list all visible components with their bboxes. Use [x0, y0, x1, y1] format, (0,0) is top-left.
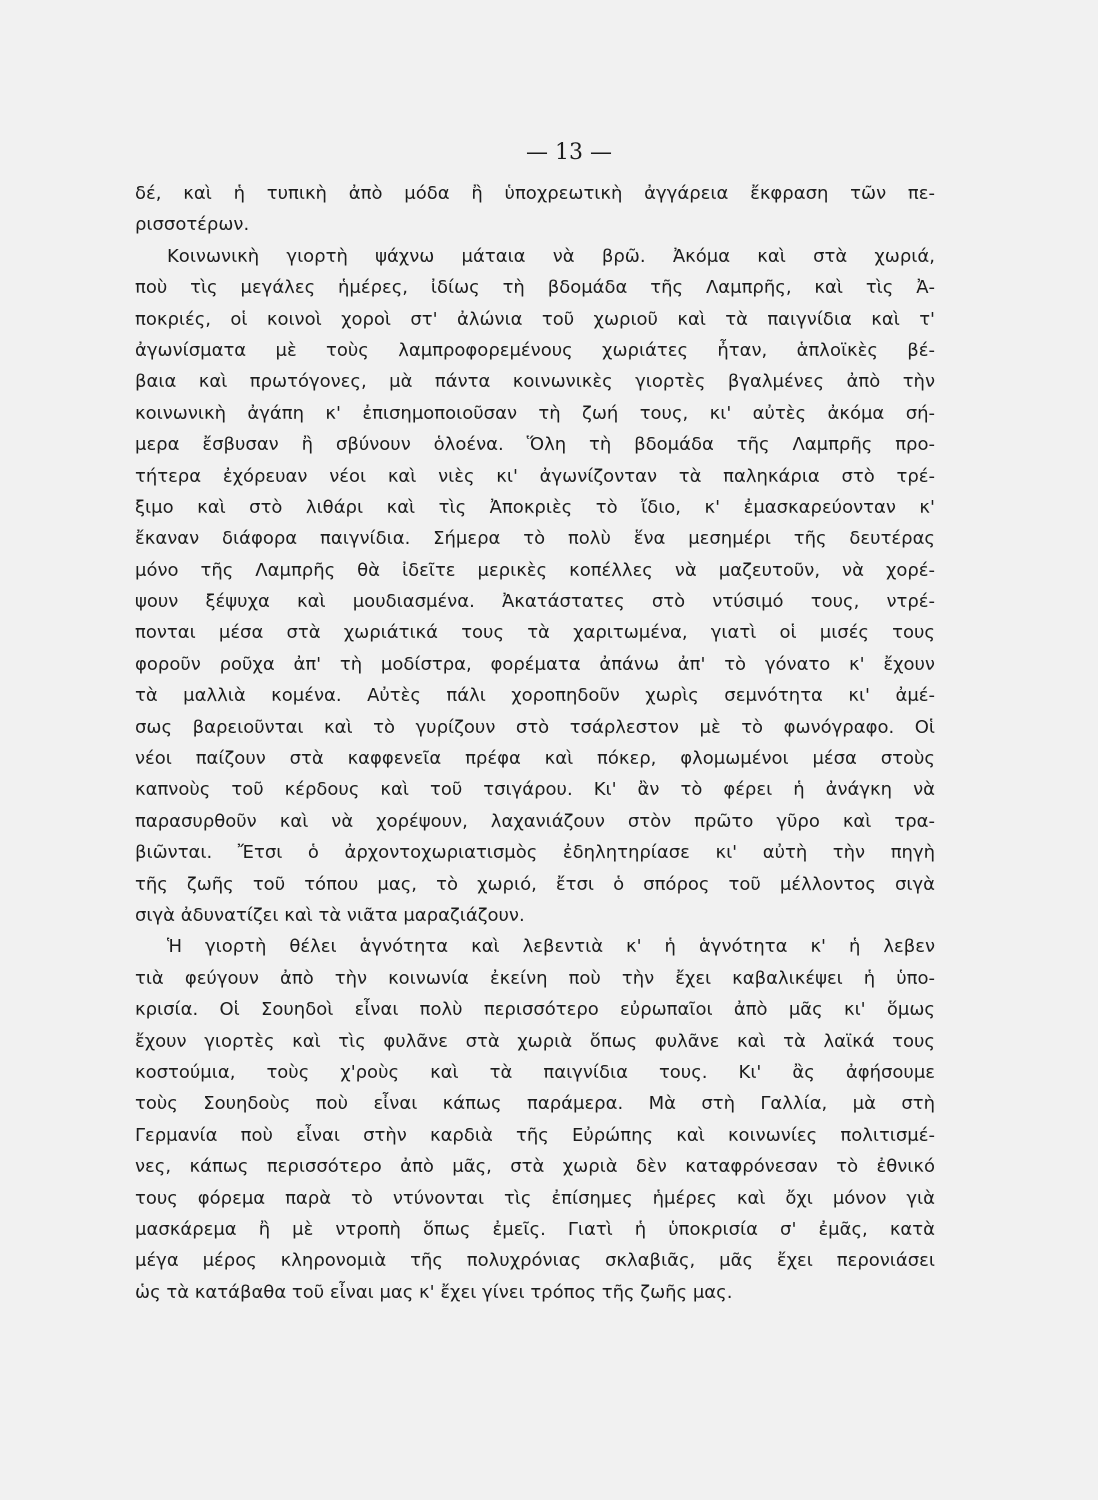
text-line: τῆς ζωῆς τοῦ τόπου μας, τὸ χωριό, ἔτσι ὁ σπόρος τοῦ μέλλοντος σιγὰ [135, 873, 935, 895]
text-line: νέοι παίζουν στὰ καφφενεῖα πρέφα καὶ πόκερ, φλομωμένοι μέσα στοὺς [135, 748, 935, 770]
text-line: Κοινωνικὴ γιορτὴ ψάχνω μάταια νὰ βρῶ. Ἀκόμα καὶ στὰ χωριά, [167, 245, 935, 267]
text-line: κοστούμια, τοὺς χ'ροὺς καὶ τὰ παιγνίδια τους. Κι' ἂς ἀφήσουμε [135, 1061, 935, 1083]
text-line: ποκριές, οἱ κοινοὶ χοροὶ στ' ἀλώνια τοῦ χωριοῦ καὶ τὰ παιγνίδια καὶ τ' [135, 308, 935, 330]
text-line: νες, κάπως περισσότερο ἀπὸ μᾶς, στὰ χωριὰ δὲν καταφρόνεσαν τὸ ἐθνικό [135, 1156, 935, 1178]
text-line: παρασυρθοῦν καὶ νὰ χορέψουν, λαχανιάζουν στὸν πρῶτο γῦρο καὶ τρα- [135, 810, 935, 832]
text-line: δέ, καὶ ἡ τυπικὴ ἀπὸ μόδα ἢ ὑποχρεωτικὴ ἀγγάρεια ἔκφραση τῶν πε- [135, 183, 935, 204]
text-line: τὰ μαλλιὰ κομένα. Αὐτὲς πάλι χοροπηδοῦν χωρὶς σεμνότητα κι' ἀμέ- [135, 685, 935, 707]
paragraph [135, 931, 935, 1308]
text-line: μασκάρεμα ἢ μὲ ντροπὴ ὅπως ἐμεῖς. Γιατὶ ἡ ὑποκρισία σ' ἐμᾶς, κατὰ [135, 1218, 935, 1240]
text-line: μερα ἔσβυσαν ἢ σβύνουν ὁλοένα. Ὅλη τὴ βδομάδα τῆς Λαμπρῆς προ- [135, 434, 935, 456]
text-line: καπνοὺς τοῦ κέρδους καὶ τοῦ τσιγάρου. Κι' ἂν τὸ φέρει ἡ ἀνάγκη νὰ [135, 779, 935, 801]
text-line: ξιμο καὶ στὸ λιθάρι καὶ τὶς Ἀποκριὲς τὸ ἴδιο, κ' ἐμασκαρεύονταν κ' [135, 496, 935, 518]
text-line: ἀγωνίσματα μὲ τοὺς λαμπροφορεμένους χωριάτες ἦταν, ἁπλοϊκὲς βέ- [135, 339, 935, 361]
text-line: σως βαρειοῦνται καὶ τὸ γυρίζουν στὸ τσάρλεστον μὲ τὸ φωνόγραφο. Οἱ [135, 716, 935, 738]
text-line: ποὺ τὶς μεγάλες ἡμέρες, ἰδίως τὴ βδομάδα τῆς Λαμπρῆς, καὶ τὶς Ἀ- [135, 277, 935, 299]
text-line: πονται μέσα στὰ χωριάτικά τους τὰ χαριτωμένα, γιατὶ οἱ μισές τους [135, 622, 935, 644]
text-line: σιγὰ ἀδυνατίζει καὶ τὰ νιᾶτα μαραζιάζουν. [135, 904, 525, 926]
text-line: βιῶνται. Ἔτσι ὁ ἀρχοντοχωριατισμὸς ἐδηλητηρίασε κι' αὐτὴ τὴν πηγὴ [135, 842, 935, 864]
text-line: τήτερα ἐχόρευαν νέοι καὶ νιὲς κι' ἀγωνίζονταν τὰ παληκάρια στὸ τρέ- [135, 465, 935, 487]
text-line: μόνο τῆς Λαμπρῆς θὰ ἰδεῖτε μερικὲς κοπέλλες νὰ μαζευτοῦν, νὰ χορέ- [135, 559, 935, 581]
text-line: τοὺς Σουηδοὺς ποὺ εἶναι κάπως παράμερα. Μὰ στὴ Γαλλία, μὰ στὴ [135, 1093, 935, 1115]
paragraph [135, 178, 935, 241]
text-line: Γερμανία ποὺ εἶναι στὴν καρδιὰ τῆς Εὐρώπης καὶ κοινωνίες πολιτισμέ- [135, 1124, 935, 1146]
text-line: Ἡ γιορτὴ θέλει ἁγνότητα καὶ λεβεντιὰ κ' ἡ ἁγνότητα κ' ἡ λεβεν [167, 936, 935, 958]
text-line: μέγα μέρος κληρονομιὰ τῆς πολυχρόνιας σκλαβιᾶς, μᾶς ἔχει περονιάσει [135, 1250, 935, 1272]
text-line: τιὰ φεύγουν ἀπὸ τὴν κοινωνία ἐκείνη ποὺ τὴν ἔχει καβαλικέψει ἡ ὑπο- [135, 967, 935, 989]
text-line: ρισσοτέρων. [135, 214, 250, 236]
text-line: ἔχουν γιορτὲς καὶ τὶς φυλᾶνε στὰ χωριὰ ὅπως φυλᾶνε καὶ τὰ λαϊκά τους [135, 1030, 935, 1052]
body-text [135, 178, 935, 1308]
page-number: — 13 — [526, 140, 612, 165]
text-line: κοινωνικὴ ἀγάπη κ' ἐπισημοποιοῦσαν τὴ ζωή τους, κι' αὐτὲς ἀκόμα σή- [135, 402, 935, 424]
text-line: ψουν ξέψυχα καὶ μουδιασμένα. Ἀκατάστατες στὸ ντύσιμό τους, ντρέ- [135, 591, 935, 613]
paragraph [135, 241, 935, 932]
text-line: ἔκαναν διάφορα παιγνίδια. Σήμερα τὸ πολὺ ἕνα μεσημέρι τῆς δευτέρας [135, 528, 935, 550]
text-line: φοροῦν ροῦχα ἀπ' τὴ μοδίστρα, φορέματα ἀπάνω ἀπ' τὸ γόνατο κ' ἔχουν [135, 653, 935, 675]
text-line: ὡς τὰ κατάβαθα τοῦ εἶναι μας κ' ἔχει γίνει τρόπος τῆς ζωῆς μας. [135, 1281, 733, 1303]
text-line: βαια καὶ πρωτόγονες, μὰ πάντα κοινωνικὲς γιορτὲς βγαλμένες ἀπὸ τὴν [135, 371, 935, 393]
text-line: κρισία. Οἱ Σουηδοὶ εἶναι πολὺ περισσότερο εὐρωπαῖοι ἀπὸ μᾶς κι' ὅμως [135, 999, 935, 1021]
text-line: τους φόρεμα παρὰ τὸ ντύνονται τὶς ἐπίσημες ἡμέρες καὶ ὄχι μόνον γιὰ [135, 1187, 935, 1209]
